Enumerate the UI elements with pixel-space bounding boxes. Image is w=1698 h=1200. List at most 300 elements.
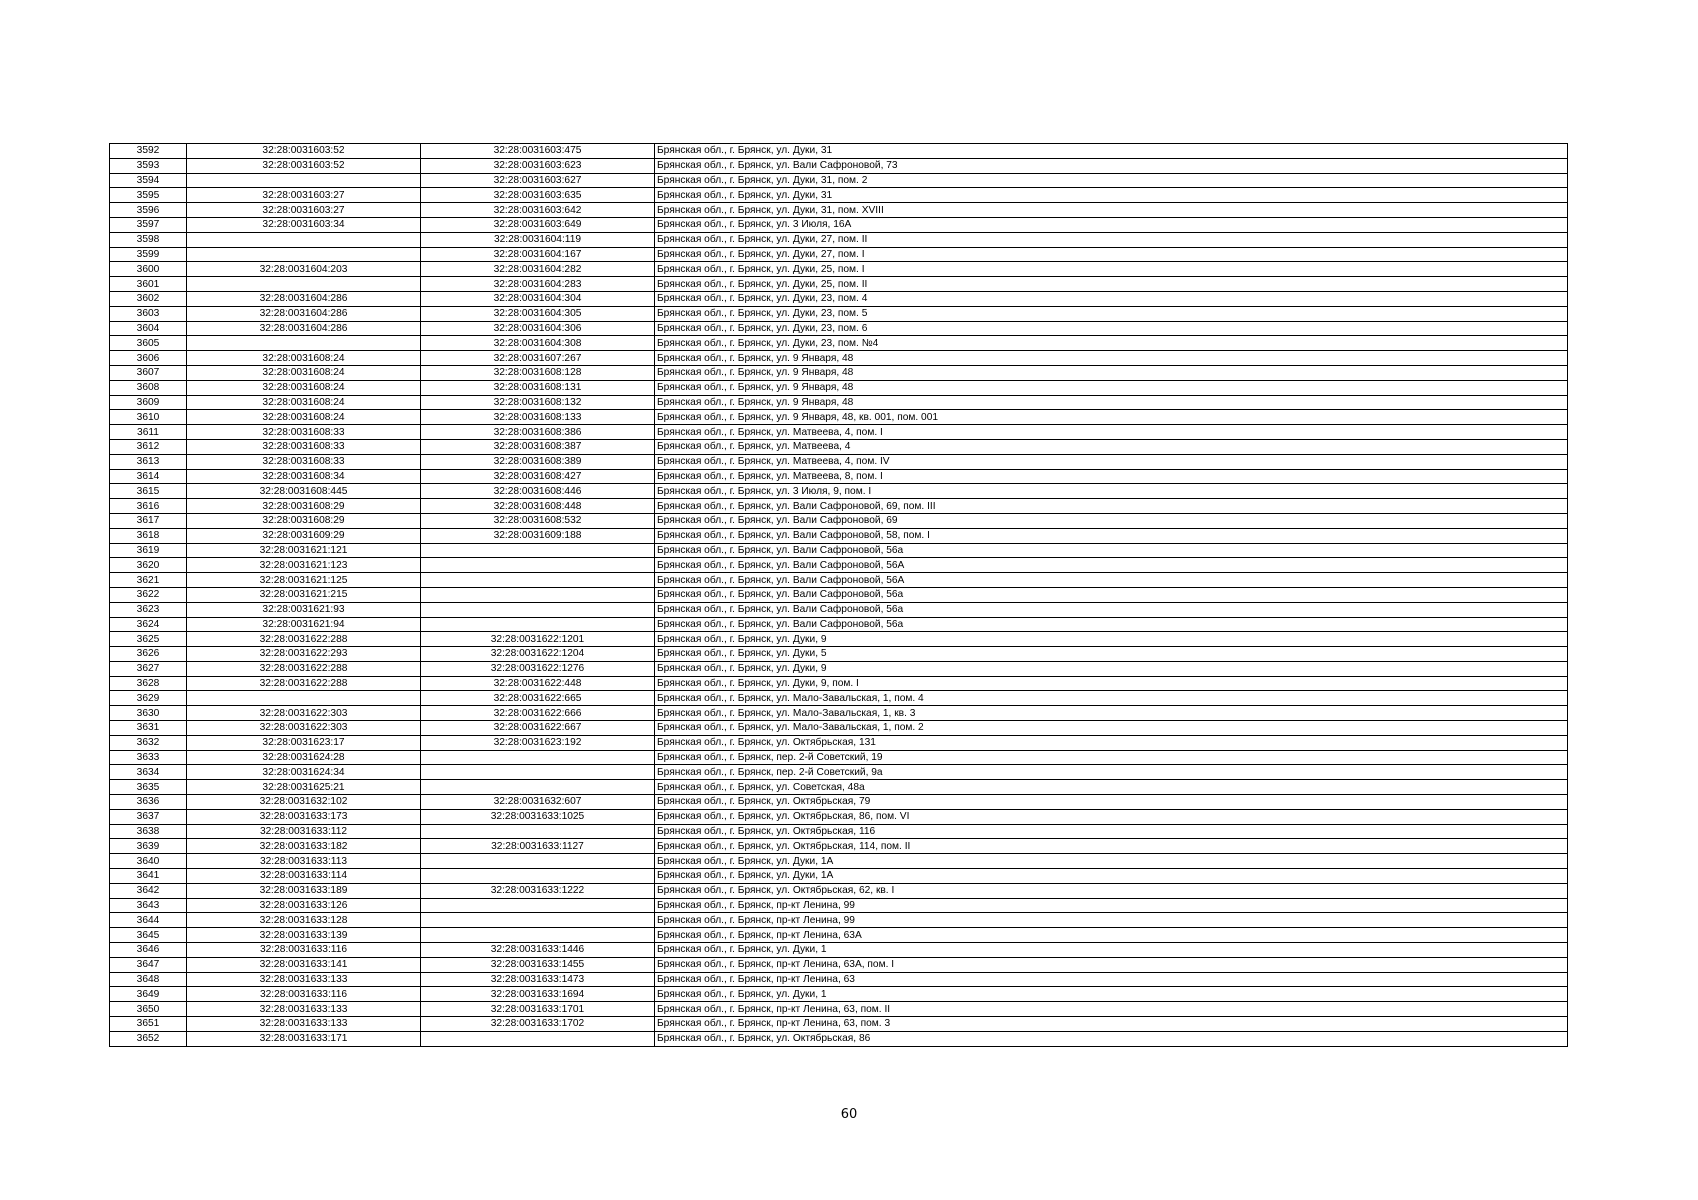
address-cell: Брянская обл., г. Брянск, ул. Вали Сафроновой, 56а (655, 602, 1568, 617)
object-cadastral-number-cell: 32:28:0031603:642 (421, 203, 655, 218)
object-cadastral-number-cell: 32:28:0031633:1701 (421, 1002, 655, 1017)
table-row (110, 469, 1568, 484)
object-cadastral-number-cell: 32:28:0031608:131 (421, 380, 655, 395)
row-number-cell: 3617 (110, 513, 187, 528)
row-number-cell: 3614 (110, 469, 187, 484)
land-cadastral-number-cell: 32:28:0031623:17 (187, 735, 421, 750)
object-cadastral-number-cell: 32:28:0031622:1201 (421, 632, 655, 647)
object-cadastral-number-cell (421, 1031, 655, 1046)
table-row (110, 913, 1568, 928)
row-number-cell: 3625 (110, 632, 187, 647)
table-row (110, 898, 1568, 913)
address-cell: Брянская обл., г. Брянск, пр-кт Ленина, 63А, пом. I (655, 957, 1568, 972)
land-cadastral-number-cell: 32:28:0031625:21 (187, 780, 421, 795)
address-cell: Брянская обл., г. Брянск, ул. Дуки, 25, пом. II (655, 277, 1568, 292)
object-cadastral-number-cell: 32:28:0031633:1473 (421, 972, 655, 987)
table-row (110, 839, 1568, 854)
object-cadastral-number-cell: 32:28:0031622:1276 (421, 661, 655, 676)
object-cadastral-number-cell: 32:28:0031608:387 (421, 439, 655, 454)
row-number-cell: 3628 (110, 676, 187, 691)
object-cadastral-number-cell (421, 854, 655, 869)
land-cadastral-number-cell: 32:28:0031603:52 (187, 144, 421, 159)
row-number-cell: 3596 (110, 203, 187, 218)
table-row (110, 543, 1568, 558)
row-number-cell: 3648 (110, 972, 187, 987)
table-row (110, 306, 1568, 321)
table-row (110, 410, 1568, 425)
address-cell: Брянская обл., г. Брянск, ул. Дуки, 5 (655, 647, 1568, 662)
table-row (110, 188, 1568, 203)
address-cell: Брянская обл., г. Брянск, ул. 3 Июля, 16А (655, 217, 1568, 232)
address-cell: Брянская обл., г. Брянск, ул. Вали Сафроновой, 56а (655, 617, 1568, 632)
table-row (110, 158, 1568, 173)
row-number-cell: 3649 (110, 987, 187, 1002)
object-cadastral-number-cell (421, 617, 655, 632)
table-row (110, 943, 1568, 958)
row-number-cell: 3621 (110, 573, 187, 588)
object-cadastral-number-cell: 32:28:0031604:167 (421, 247, 655, 262)
object-cadastral-number-cell: 32:28:0031622:665 (421, 691, 655, 706)
row-number-cell: 3639 (110, 839, 187, 854)
object-cadastral-number-cell (421, 869, 655, 884)
row-number-cell: 3604 (110, 321, 187, 336)
address-cell: Брянская обл., г. Брянск, ул. Октябрьская, 114, пом. II (655, 839, 1568, 854)
land-cadastral-number-cell: 32:28:0031632:102 (187, 795, 421, 810)
address-cell: Брянская обл., г. Брянск, ул. Мало-Завальская, 1, пом. 4 (655, 691, 1568, 706)
row-number-cell: 3635 (110, 780, 187, 795)
land-cadastral-number-cell: 32:28:0031633:126 (187, 898, 421, 913)
land-cadastral-number-cell: 32:28:0031622:293 (187, 647, 421, 662)
object-cadastral-number-cell: 32:28:0031623:192 (421, 735, 655, 750)
land-cadastral-number-cell: 32:28:0031608:24 (187, 380, 421, 395)
table-row (110, 750, 1568, 765)
table-row (110, 558, 1568, 573)
land-cadastral-number-cell: 32:28:0031608:33 (187, 439, 421, 454)
row-number-cell: 3610 (110, 410, 187, 425)
row-number-cell: 3619 (110, 543, 187, 558)
row-number-cell: 3624 (110, 617, 187, 632)
row-number-cell: 3606 (110, 351, 187, 366)
object-cadastral-number-cell (421, 780, 655, 795)
object-cadastral-number-cell (421, 558, 655, 573)
address-cell: Брянская обл., г. Брянск, ул. 9 Января, 48 (655, 380, 1568, 395)
object-cadastral-number-cell: 32:28:0031604:305 (421, 306, 655, 321)
address-cell: Брянская обл., г. Брянск, ул. Вали Сафроновой, 69 (655, 513, 1568, 528)
table-row (110, 795, 1568, 810)
table-row (110, 247, 1568, 262)
object-cadastral-number-cell (421, 573, 655, 588)
object-cadastral-number-cell: 32:28:0031608:128 (421, 365, 655, 380)
table-row (110, 587, 1568, 602)
object-cadastral-number-cell: 32:28:0031608:389 (421, 454, 655, 469)
address-cell: Брянская обл., г. Брянск, ул. Вали Сафроновой, 56а (655, 543, 1568, 558)
address-cell: Брянская обл., г. Брянск, пр-кт Ленина, 63 (655, 972, 1568, 987)
table-row (110, 869, 1568, 884)
land-cadastral-number-cell (187, 277, 421, 292)
table-row (110, 691, 1568, 706)
table-row (110, 824, 1568, 839)
address-cell: Брянская обл., г. Брянск, ул. Вали Сафроновой, 56А (655, 558, 1568, 573)
table-row (110, 928, 1568, 943)
land-cadastral-number-cell (187, 173, 421, 188)
row-number-cell: 3637 (110, 809, 187, 824)
row-number-cell: 3644 (110, 913, 187, 928)
table-row (110, 336, 1568, 351)
object-cadastral-number-cell: 32:28:0031633:1694 (421, 987, 655, 1002)
table-row (110, 706, 1568, 721)
land-cadastral-number-cell: 32:28:0031633:113 (187, 854, 421, 869)
table-row (110, 203, 1568, 218)
row-number-cell: 3640 (110, 854, 187, 869)
row-number-cell: 3592 (110, 144, 187, 159)
land-cadastral-number-cell: 32:28:0031603:27 (187, 203, 421, 218)
object-cadastral-number-cell: 32:28:0031608:133 (421, 410, 655, 425)
address-cell: Брянская обл., г. Брянск, ул. Дуки, 25, пом. I (655, 262, 1568, 277)
address-cell: Брянская обл., г. Брянск, ул. Матвеева, 4 (655, 439, 1568, 454)
land-cadastral-number-cell: 32:28:0031608:24 (187, 395, 421, 410)
object-cadastral-number-cell (421, 587, 655, 602)
row-number-cell: 3636 (110, 795, 187, 810)
land-cadastral-number-cell: 32:28:0031608:33 (187, 425, 421, 440)
address-cell: Брянская обл., г. Брянск, пер. 2-й Советский, 19 (655, 750, 1568, 765)
row-number-cell: 3626 (110, 647, 187, 662)
land-cadastral-number-cell: 32:28:0031621:125 (187, 573, 421, 588)
table-row (110, 232, 1568, 247)
row-number-cell: 3603 (110, 306, 187, 321)
object-cadastral-number-cell: 32:28:0031633:1702 (421, 1017, 655, 1032)
object-cadastral-number-cell: 32:28:0031622:667 (421, 721, 655, 736)
object-cadastral-number-cell: 32:28:0031632:607 (421, 795, 655, 810)
land-cadastral-number-cell (187, 691, 421, 706)
table-row (110, 765, 1568, 780)
land-cadastral-number-cell: 32:28:0031633:141 (187, 957, 421, 972)
land-cadastral-number-cell: 32:28:0031608:29 (187, 499, 421, 514)
page-number: 60 (840, 1107, 858, 1122)
land-cadastral-number-cell: 32:28:0031603:34 (187, 217, 421, 232)
address-cell: Брянская обл., г. Брянск, ул. Дуки, 9, пом. I (655, 676, 1568, 691)
table-row (110, 602, 1568, 617)
land-cadastral-number-cell: 32:28:0031608:24 (187, 351, 421, 366)
land-cadastral-number-cell: 32:28:0031633:133 (187, 1017, 421, 1032)
object-cadastral-number-cell: 32:28:0031622:1204 (421, 647, 655, 662)
table-row (110, 1002, 1568, 1017)
address-cell: Брянская обл., г. Брянск, ул. Дуки, 1 (655, 987, 1568, 1002)
row-number-cell: 3618 (110, 528, 187, 543)
object-cadastral-number-cell (421, 928, 655, 943)
address-cell: Брянская обл., г. Брянск, ул. 9 Января, 48, кв. 001, пом. 001 (655, 410, 1568, 425)
land-cadastral-number-cell: 32:28:0031622:288 (187, 661, 421, 676)
table-row (110, 809, 1568, 824)
row-number-cell: 3620 (110, 558, 187, 573)
object-cadastral-number-cell: 32:28:0031608:532 (421, 513, 655, 528)
row-number-cell: 3616 (110, 499, 187, 514)
object-cadastral-number-cell: 32:28:0031603:635 (421, 188, 655, 203)
table-row (110, 735, 1568, 750)
row-number-cell: 3647 (110, 957, 187, 972)
row-number-cell: 3623 (110, 602, 187, 617)
row-number-cell: 3645 (110, 928, 187, 943)
object-cadastral-number-cell: 32:28:0031633:1446 (421, 943, 655, 958)
land-cadastral-number-cell: 32:28:0031621:93 (187, 602, 421, 617)
row-number-cell: 3634 (110, 765, 187, 780)
address-cell: Брянская обл., г. Брянск, ул. Мало-Завальская, 1, пом. 2 (655, 721, 1568, 736)
land-cadastral-number-cell (187, 247, 421, 262)
table-row (110, 395, 1568, 410)
row-number-cell: 3612 (110, 439, 187, 454)
object-cadastral-number-cell: 32:28:0031608:132 (421, 395, 655, 410)
land-cadastral-number-cell: 32:28:0031633:112 (187, 824, 421, 839)
table-row (110, 173, 1568, 188)
address-cell: Брянская обл., г. Брянск, ул. Мало-Завальская, 1, кв. 3 (655, 706, 1568, 721)
row-number-cell: 3613 (110, 454, 187, 469)
object-cadastral-number-cell (421, 824, 655, 839)
address-cell: Брянская обл., г. Брянск, ул. Вали Сафроновой, 56А (655, 573, 1568, 588)
land-cadastral-number-cell: 32:28:0031608:445 (187, 484, 421, 499)
object-cadastral-number-cell: 32:28:0031633:1127 (421, 839, 655, 854)
row-number-cell: 3627 (110, 661, 187, 676)
land-cadastral-number-cell: 32:28:0031621:121 (187, 543, 421, 558)
table-row (110, 291, 1568, 306)
land-cadastral-number-cell: 32:28:0031633:116 (187, 987, 421, 1002)
land-cadastral-number-cell: 32:28:0031608:34 (187, 469, 421, 484)
object-cadastral-number-cell (421, 543, 655, 558)
address-cell: Брянская обл., г. Брянск, ул. Дуки, 23, пом. №4 (655, 336, 1568, 351)
land-cadastral-number-cell: 32:28:0031604:203 (187, 262, 421, 277)
land-cadastral-number-cell: 32:28:0031603:52 (187, 158, 421, 173)
address-cell: Брянская обл., г. Брянск, ул. Дуки, 23, пом. 4 (655, 291, 1568, 306)
address-cell: Брянская обл., г. Брянск, пр-кт Ленина, 63А (655, 928, 1568, 943)
land-cadastral-number-cell: 32:28:0031604:286 (187, 291, 421, 306)
land-cadastral-number-cell: 32:28:0031622:288 (187, 632, 421, 647)
land-cadastral-number-cell: 32:28:0031633:139 (187, 928, 421, 943)
table-row (110, 854, 1568, 869)
row-number-cell: 3643 (110, 898, 187, 913)
object-cadastral-number-cell: 32:28:0031622:448 (421, 676, 655, 691)
address-cell: Брянская обл., г. Брянск, ул. Дуки, 9 (655, 661, 1568, 676)
table-row (110, 513, 1568, 528)
address-cell: Брянская обл., г. Брянск, ул. Вали Сафроновой, 69, пом. III (655, 499, 1568, 514)
row-number-cell: 3638 (110, 824, 187, 839)
object-cadastral-number-cell (421, 765, 655, 780)
address-cell: Брянская обл., г. Брянск, ул. 9 Января, 48 (655, 351, 1568, 366)
object-cadastral-number-cell: 32:28:0031603:649 (421, 217, 655, 232)
address-cell: Брянская обл., г. Брянск, ул. 3 Июля, 9, пом. I (655, 484, 1568, 499)
land-cadastral-number-cell (187, 232, 421, 247)
address-cell: Брянская обл., г. Брянск, ул. Дуки, 31, пом. 2 (655, 173, 1568, 188)
row-number-cell: 3652 (110, 1031, 187, 1046)
address-cell: Брянская обл., г. Брянск, ул. Дуки, 23, пом. 5 (655, 306, 1568, 321)
land-cadastral-number-cell: 32:28:0031622:303 (187, 721, 421, 736)
object-cadastral-number-cell: 32:28:0031604:306 (421, 321, 655, 336)
registry-table-body (110, 144, 1568, 1047)
table-row (110, 380, 1568, 395)
table-row (110, 277, 1568, 292)
land-cadastral-number-cell: 32:28:0031624:34 (187, 765, 421, 780)
table-row (110, 1031, 1568, 1046)
address-cell: Брянская обл., г. Брянск, ул. Октябрьская, 86, пом. VI (655, 809, 1568, 824)
land-cadastral-number-cell: 32:28:0031621:94 (187, 617, 421, 632)
row-number-cell: 3609 (110, 395, 187, 410)
land-cadastral-number-cell: 32:28:0031633:133 (187, 1002, 421, 1017)
land-cadastral-number-cell: 32:28:0031633:173 (187, 809, 421, 824)
land-cadastral-number-cell: 32:28:0031609:29 (187, 528, 421, 543)
table-row (110, 647, 1568, 662)
table-row (110, 351, 1568, 366)
land-cadastral-number-cell: 32:28:0031608:24 (187, 365, 421, 380)
land-cadastral-number-cell: 32:28:0031604:286 (187, 321, 421, 336)
land-cadastral-number-cell: 32:28:0031622:303 (187, 706, 421, 721)
table-row (110, 321, 1568, 336)
table-row (110, 454, 1568, 469)
row-number-cell: 3632 (110, 735, 187, 750)
object-cadastral-number-cell: 32:28:0031608:446 (421, 484, 655, 499)
row-number-cell: 3651 (110, 1017, 187, 1032)
address-cell: Брянская обл., г. Брянск, ул. 9 Января, 48 (655, 365, 1568, 380)
object-cadastral-number-cell (421, 898, 655, 913)
land-cadastral-number-cell: 32:28:0031604:286 (187, 306, 421, 321)
land-cadastral-number-cell: 32:28:0031633:128 (187, 913, 421, 928)
table-row (110, 484, 1568, 499)
table-row (110, 573, 1568, 588)
land-cadastral-number-cell: 32:28:0031633:171 (187, 1031, 421, 1046)
address-cell: Брянская обл., г. Брянск, пр-кт Ленина, 63, пом. 3 (655, 1017, 1568, 1032)
address-cell: Брянская обл., г. Брянск, ул. Матвеева, 4, пом. IV (655, 454, 1568, 469)
table-row (110, 883, 1568, 898)
object-cadastral-number-cell: 32:28:0031603:475 (421, 144, 655, 159)
land-cadastral-number-cell: 32:28:0031621:123 (187, 558, 421, 573)
address-cell: Брянская обл., г. Брянск, ул. Дуки, 31, пом. XVIII (655, 203, 1568, 218)
address-cell: Брянская обл., г. Брянск, ул. Дуки, 1А (655, 869, 1568, 884)
object-cadastral-number-cell: 32:28:0031604:282 (421, 262, 655, 277)
land-cadastral-number-cell: 32:28:0031624:28 (187, 750, 421, 765)
address-cell: Брянская обл., г. Брянск, ул. Октябрьская, 79 (655, 795, 1568, 810)
address-cell: Брянская обл., г. Брянск, ул. Матвеева, 4, пом. I (655, 425, 1568, 440)
table-row (110, 721, 1568, 736)
object-cadastral-number-cell: 32:28:0031609:188 (421, 528, 655, 543)
address-cell: Брянская обл., г. Брянск, ул. Дуки, 31 (655, 144, 1568, 159)
address-cell: Брянская обл., г. Брянск, ул. Октябрьская, 86 (655, 1031, 1568, 1046)
row-number-cell: 3642 (110, 883, 187, 898)
address-cell: Брянская обл., г. Брянск, ул. Вали Сафроновой, 56а (655, 587, 1568, 602)
table-row (110, 144, 1568, 159)
row-number-cell: 3607 (110, 365, 187, 380)
row-number-cell: 3646 (110, 943, 187, 958)
table-row (110, 425, 1568, 440)
table-row (110, 262, 1568, 277)
object-cadastral-number-cell: 32:28:0031608:448 (421, 499, 655, 514)
address-cell: Брянская обл., г. Брянск, ул. 9 Января, 48 (655, 395, 1568, 410)
object-cadastral-number-cell (421, 602, 655, 617)
land-cadastral-number-cell: 32:28:0031622:288 (187, 676, 421, 691)
row-number-cell: 3600 (110, 262, 187, 277)
object-cadastral-number-cell: 32:28:0031604:304 (421, 291, 655, 306)
row-number-cell: 3599 (110, 247, 187, 262)
land-cadastral-number-cell: 32:28:0031633:189 (187, 883, 421, 898)
address-cell: Брянская обл., г. Брянск, ул. Дуки, 9 (655, 632, 1568, 647)
table-row (110, 439, 1568, 454)
address-cell: Брянская обл., г. Брянск, ул. Дуки, 1А (655, 854, 1568, 869)
address-cell: Брянская обл., г. Брянск, ул. Матвеева, 8, пом. I (655, 469, 1568, 484)
row-number-cell: 3633 (110, 750, 187, 765)
table-row (110, 780, 1568, 795)
row-number-cell: 3641 (110, 869, 187, 884)
table-row (110, 987, 1568, 1002)
row-number-cell: 3602 (110, 291, 187, 306)
address-cell: Брянская обл., г. Брянск, ул. Вали Сафроновой, 58, пом. I (655, 528, 1568, 543)
land-cadastral-number-cell: 32:28:0031633:182 (187, 839, 421, 854)
object-cadastral-number-cell: 32:28:0031608:427 (421, 469, 655, 484)
address-cell: Брянская обл., г. Брянск, пр-кт Ленина, 99 (655, 898, 1568, 913)
object-cadastral-number-cell: 32:28:0031603:627 (421, 173, 655, 188)
table-row (110, 499, 1568, 514)
row-number-cell: 3611 (110, 425, 187, 440)
object-cadastral-number-cell: 32:28:0031607:267 (421, 351, 655, 366)
land-cadastral-number-cell: 32:28:0031603:27 (187, 188, 421, 203)
table-row (110, 972, 1568, 987)
address-cell: Брянская обл., г. Брянск, ул. Октябрьская, 116 (655, 824, 1568, 839)
address-cell: Брянская обл., г. Брянск, ул. Вали Сафроновой, 73 (655, 158, 1568, 173)
row-number-cell: 3605 (110, 336, 187, 351)
address-cell: Брянская обл., г. Брянск, ул. Дуки, 23, пом. 6 (655, 321, 1568, 336)
row-number-cell: 3629 (110, 691, 187, 706)
table-row (110, 1017, 1568, 1032)
row-number-cell: 3650 (110, 1002, 187, 1017)
table-row (110, 661, 1568, 676)
land-cadastral-number-cell: 32:28:0031633:116 (187, 943, 421, 958)
table-row (110, 217, 1568, 232)
object-cadastral-number-cell: 32:28:0031603:623 (421, 158, 655, 173)
table-row (110, 528, 1568, 543)
row-number-cell: 3601 (110, 277, 187, 292)
object-cadastral-number-cell: 32:28:0031604:308 (421, 336, 655, 351)
table-row (110, 365, 1568, 380)
address-cell: Брянская обл., г. Брянск, ул. Октябрьская, 131 (655, 735, 1568, 750)
address-cell: Брянская обл., г. Брянск, ул. Дуки, 27, пом. II (655, 232, 1568, 247)
object-cadastral-number-cell: 32:28:0031622:666 (421, 706, 655, 721)
object-cadastral-number-cell: 32:28:0031633:1222 (421, 883, 655, 898)
row-number-cell: 3630 (110, 706, 187, 721)
object-cadastral-number-cell: 32:28:0031633:1025 (421, 809, 655, 824)
land-cadastral-number-cell: 32:28:0031608:29 (187, 513, 421, 528)
row-number-cell: 3594 (110, 173, 187, 188)
object-cadastral-number-cell (421, 913, 655, 928)
row-number-cell: 3593 (110, 158, 187, 173)
object-cadastral-number-cell: 32:28:0031633:1455 (421, 957, 655, 972)
address-cell: Брянская обл., г. Брянск, пр-кт Ленина, 63, пом. II (655, 1002, 1568, 1017)
address-cell: Брянская обл., г. Брянск, ул. Дуки, 27, пом. I (655, 247, 1568, 262)
object-cadastral-number-cell: 32:28:0031604:119 (421, 232, 655, 247)
land-cadastral-number-cell (187, 336, 421, 351)
land-cadastral-number-cell: 32:28:0031633:114 (187, 869, 421, 884)
address-cell: Брянская обл., г. Брянск, пер. 2-й Советский, 9а (655, 765, 1568, 780)
address-cell: Брянская обл., г. Брянск, пр-кт Ленина, 99 (655, 913, 1568, 928)
address-cell: Брянская обл., г. Брянск, ул. Дуки, 31 (655, 188, 1568, 203)
address-cell: Брянская обл., г. Брянск, ул. Дуки, 1 (655, 943, 1568, 958)
table-row (110, 957, 1568, 972)
row-number-cell: 3608 (110, 380, 187, 395)
address-cell: Брянская обл., г. Брянск, ул. Советская, 48а (655, 780, 1568, 795)
row-number-cell: 3598 (110, 232, 187, 247)
table-row (110, 632, 1568, 647)
land-cadastral-number-cell: 32:28:0031608:24 (187, 410, 421, 425)
address-cell: Брянская обл., г. Брянск, ул. Октябрьская, 62, кв. I (655, 883, 1568, 898)
registry-table (109, 143, 1568, 1047)
row-number-cell: 3615 (110, 484, 187, 499)
object-cadastral-number-cell: 32:28:0031604:283 (421, 277, 655, 292)
object-cadastral-number-cell (421, 750, 655, 765)
row-number-cell: 3597 (110, 217, 187, 232)
row-number-cell: 3595 (110, 188, 187, 203)
